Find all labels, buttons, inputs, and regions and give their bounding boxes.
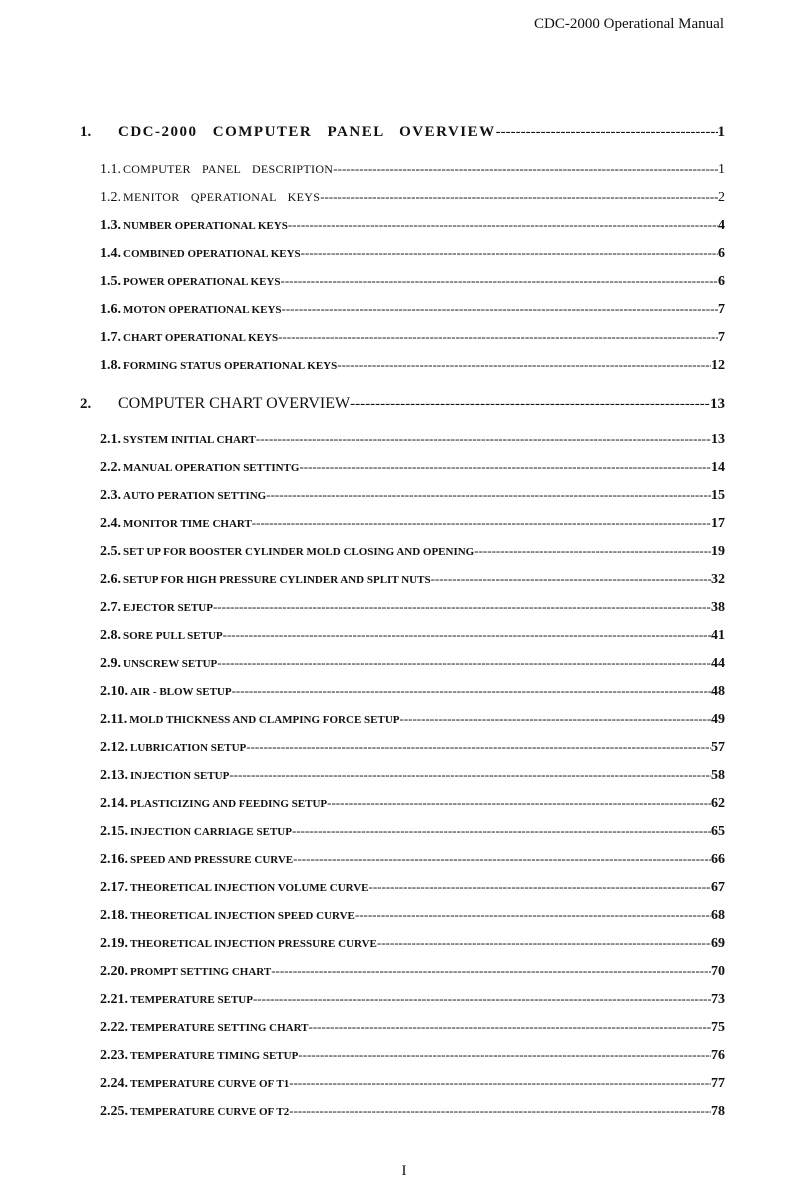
toc-entry-number: 2.24. (100, 1076, 128, 1091)
toc-entry-number: 2.7. (100, 600, 121, 615)
toc-entry-number: 1.8. (100, 358, 121, 373)
toc-section-entry[interactable] (100, 357, 725, 374)
toc-dot-leader (253, 991, 711, 1007)
toc-dot-leader (213, 599, 711, 615)
toc-entry-page: 69 (711, 936, 725, 951)
toc-entry-page: 19 (711, 544, 725, 559)
toc-dot-leader (474, 543, 711, 559)
toc-entry-page: 78 (711, 1104, 725, 1119)
toc-section-entry[interactable] (100, 599, 725, 616)
toc-entry-title: SORE PULL SETUP (123, 630, 223, 642)
toc-entry-title: SYSTEM INITIAL CHART (123, 434, 256, 446)
toc-entry-page: 68 (711, 908, 725, 923)
toc-entry-number: 2. (80, 396, 92, 412)
toc-entry-title: MOLD THICKNESS AND CLAMPING FORCE SETUP (129, 714, 400, 726)
toc-entry-number: 2.2. (100, 460, 121, 475)
toc-dot-leader (256, 431, 711, 447)
toc-dot-leader (282, 301, 718, 317)
toc-entry-number: 2.22. (100, 1020, 128, 1035)
toc-section-entry[interactable] (100, 907, 725, 924)
toc-entry-number: 2.6. (100, 572, 121, 587)
toc-entry-title: THEORETICAL INJECTION PRESSURE CURVE (130, 938, 377, 950)
page-number: I (401, 1163, 407, 1179)
toc-section-entry[interactable] (100, 217, 725, 234)
toc-entry-page: 2 (718, 190, 725, 205)
toc-entry-page: 75 (711, 1020, 725, 1035)
running-header: CDC-2000 Operational Manual (534, 16, 724, 32)
toc-entry-page: 15 (711, 488, 725, 503)
toc-entry-page: 6 (718, 246, 725, 261)
toc-entry-number: 2.5. (100, 544, 121, 559)
toc-dot-leader (217, 655, 711, 671)
toc-section-entry[interactable] (100, 879, 725, 896)
toc-entry-page: 70 (711, 964, 725, 979)
toc-entry-title: THEORETICAL INJECTION SPEED CURVE (130, 910, 355, 922)
toc-entry-title: COMBINED OPERATIONAL KEYS (123, 248, 301, 260)
toc-entry-page: 67 (711, 880, 725, 895)
toc-entry-title: AIR - BLOW SETUP (130, 686, 232, 698)
toc-entry-title: PLASTICIZING AND FEEDING SETUP (130, 798, 328, 810)
toc-dot-leader (327, 795, 711, 811)
toc-section-entry[interactable] (100, 245, 725, 262)
toc-dot-leader (292, 823, 711, 839)
toc-entry-number: 2.3. (100, 488, 121, 503)
toc-section-entry[interactable] (100, 301, 725, 318)
toc-section-entry[interactable] (100, 329, 725, 346)
toc-section-entry[interactable] (100, 1103, 725, 1120)
toc-dot-leader (271, 963, 711, 979)
toc-dot-leader (299, 459, 711, 475)
toc-entry-number: 2.18. (100, 908, 128, 923)
toc-entry-page: 1 (718, 162, 725, 177)
toc-entry-title: SETUP FOR HIGH PRESSURE CYLINDER AND SPLIT NUTS (123, 574, 431, 586)
toc-entry-number: 2.10. (100, 684, 128, 699)
toc-dot-leader (355, 907, 711, 923)
toc-entry-number: 2.17. (100, 880, 128, 895)
toc-section-entry[interactable] (100, 795, 725, 812)
toc-entry-page: 58 (711, 768, 725, 783)
toc-dot-leader (252, 515, 711, 531)
toc-entry-page: 6 (718, 274, 725, 289)
toc-entry-number: 2.11. (100, 712, 128, 727)
toc-section-entry[interactable] (100, 991, 725, 1008)
toc-entry-number: 1.6. (100, 302, 121, 317)
toc-entry-title: EJECTOR SETUP (123, 602, 213, 614)
toc-dot-leader (298, 1047, 711, 1063)
toc-section-entry[interactable] (100, 655, 725, 672)
toc-section-entry[interactable] (100, 1019, 725, 1036)
toc-entry-number: 1.1. (100, 162, 121, 177)
toc-dot-leader (223, 627, 711, 643)
toc-entry-title: POWER OPERATIONAL KEYS (123, 276, 281, 288)
toc-entry-title: AUTO PERATION SETTING (123, 490, 267, 502)
toc-entry-title: UNSCREW SETUP (123, 658, 218, 670)
toc-entry-page: 49 (711, 712, 725, 727)
toc-section-entry[interactable] (100, 189, 725, 206)
toc-entry-number: 2.15. (100, 824, 128, 839)
toc-dot-leader (229, 767, 711, 783)
toc-dot-leader (496, 124, 718, 141)
toc-dot-leader (377, 935, 711, 951)
toc-entry-title: MANUAL OPERATION SETTINTG (123, 462, 300, 474)
toc-dot-leader (246, 739, 711, 755)
toc-dot-leader (288, 217, 718, 233)
toc-entry-page: 44 (711, 656, 725, 671)
toc-chapter-entry[interactable] (80, 124, 725, 141)
toc-entry-page: 4 (718, 218, 725, 233)
toc-dot-leader (337, 357, 711, 373)
toc-entry-page: 1 (717, 124, 725, 140)
toc-entry-page: 14 (711, 460, 725, 475)
toc-section-entry[interactable] (100, 273, 725, 290)
toc-entry-page: 13 (711, 432, 725, 447)
toc-section-entry[interactable] (100, 739, 725, 756)
toc-entry-title: LUBRICATION SETUP (130, 742, 247, 754)
toc-entry-number: 1. (80, 124, 92, 140)
toc-entry-number: 2.23. (100, 1048, 128, 1063)
toc-entry-title: INJECTION CARRIAGE SETUP (130, 826, 292, 838)
toc-entry-page: 77 (711, 1076, 725, 1091)
toc-entry-number: 2.14. (100, 796, 128, 811)
toc-dot-leader (278, 329, 718, 345)
toc-dot-leader (289, 1103, 711, 1119)
toc-dot-leader (368, 879, 711, 895)
toc-dot-leader (320, 189, 718, 205)
toc-entry-title: FORMING STATUS OPERATIONAL KEYS (123, 360, 338, 372)
toc-dot-leader (266, 487, 711, 503)
toc-entry-page: 48 (711, 684, 725, 699)
toc-section-entry[interactable] (100, 571, 725, 588)
toc-entry-page: 7 (718, 302, 725, 317)
toc-entry-title: TEMPERATURE SETTING CHART (130, 1022, 309, 1034)
toc-section-entry[interactable] (100, 935, 725, 952)
toc-entry-number: 1.5. (100, 274, 121, 289)
toc-section-entry[interactable] (100, 459, 725, 476)
toc-dot-leader (350, 396, 710, 413)
toc-chapter-entry[interactable] (80, 395, 725, 413)
toc-entry-title: TEMPERATURE CURVE OF T2 (130, 1106, 290, 1118)
toc-entry-title: PROMPT SETTING CHART (130, 966, 272, 978)
toc-entry-page: 13 (710, 396, 725, 412)
toc-section-entry[interactable] (100, 627, 725, 644)
toc-entry-number: 1.3. (100, 218, 121, 233)
toc-dot-leader (399, 711, 711, 727)
toc-entry-title: SPEED AND PRESSURE CURVE (130, 854, 294, 866)
toc-dot-leader (333, 161, 718, 177)
toc-entry-page: 73 (711, 992, 725, 1007)
toc-dot-leader (431, 571, 711, 587)
toc-dot-leader (309, 1019, 712, 1035)
toc-entry-title: MONITOR TIME CHART (123, 518, 252, 530)
toc-entry-number: 2.25. (100, 1104, 128, 1119)
toc-entry-page: 66 (711, 852, 725, 867)
toc-entry-title: COMPUTER CHART OVERVIEW (118, 395, 351, 412)
toc-entry-page: 7 (718, 330, 725, 345)
toc-section-entry[interactable] (100, 431, 725, 448)
toc-entry-title: THEORETICAL INJECTION VOLUME CURVE (130, 882, 369, 894)
toc-entry-number: 2.21. (100, 992, 128, 1007)
toc-section-entry[interactable] (100, 1047, 725, 1064)
toc-dot-leader (289, 1075, 711, 1091)
toc-dot-leader (281, 273, 719, 289)
toc-entry-number: 1.4. (100, 246, 121, 261)
toc-entry-page: 17 (711, 516, 725, 531)
toc-entry-page: 32 (711, 572, 725, 587)
toc-entry-number: 2.9. (100, 656, 121, 671)
toc-entry-number: 2.20. (100, 964, 128, 979)
toc-entry-title: CHART OPERATIONAL KEYS (123, 332, 279, 344)
toc-entry-number: 1.7. (100, 330, 121, 345)
toc-entry-page: 76 (711, 1048, 725, 1063)
toc-entry-page: 62 (711, 796, 725, 811)
toc-section-entry[interactable] (100, 851, 725, 868)
toc-section-entry[interactable] (100, 683, 725, 700)
toc-entry-title: MENITOR QPERATIONAL KEYS (123, 190, 321, 204)
toc-section-entry[interactable] (100, 767, 725, 784)
toc-section-entry[interactable] (100, 823, 725, 840)
toc-dot-leader (293, 851, 711, 867)
toc-entry-number: 2.8. (100, 628, 121, 643)
toc-dot-leader (301, 245, 718, 261)
toc-entry-number: 2.12. (100, 740, 128, 755)
toc-entry-page: 12 (711, 358, 725, 373)
toc-section-entry[interactable] (100, 161, 725, 178)
toc-entry-title: TEMPERATURE SETUP (130, 994, 253, 1006)
toc-entry-title: NUMBER OPERATIONAL KEYS (123, 220, 288, 232)
toc-dot-leader (232, 683, 711, 699)
toc-entry-page: 65 (711, 824, 725, 839)
toc-section-entry[interactable] (100, 1075, 725, 1092)
toc-entry-number: 1.2. (100, 190, 121, 205)
toc-entry-page: 38 (711, 600, 725, 615)
toc-entry-title: INJECTION SETUP (130, 770, 230, 782)
toc-entry-title: CDC-2000 COMPUTER PANEL OVERVIEW (118, 124, 496, 140)
toc-entry-title: TEMPERATURE TIMING SETUP (130, 1050, 299, 1062)
toc-section-entry[interactable] (100, 963, 725, 980)
toc-entry-page: 57 (711, 740, 725, 755)
toc-entry-number: 2.1. (100, 432, 121, 447)
toc-section-entry[interactable] (100, 543, 725, 560)
toc-entry-title: COMPUTER PANEL DESCRIPTION (123, 162, 334, 176)
toc-entry-title: TEMPERATURE CURVE OF T1 (130, 1078, 290, 1090)
toc-entry-title: SET UP FOR BOOSTER CYLINDER MOLD CLOSING AND OPENING (123, 546, 475, 558)
toc-entry-number: 2.13. (100, 768, 128, 783)
toc-section-entry[interactable] (100, 487, 725, 504)
toc-entry-number: 2.19. (100, 936, 128, 951)
toc-section-entry[interactable] (100, 515, 725, 532)
toc-entry-number: 2.4. (100, 516, 121, 531)
toc-entry-number: 2.16. (100, 852, 128, 867)
toc-section-entry[interactable] (100, 711, 725, 728)
toc-entry-page: 41 (711, 628, 725, 643)
toc-entry-title: MOTON OPERATIONAL KEYS (123, 304, 282, 316)
